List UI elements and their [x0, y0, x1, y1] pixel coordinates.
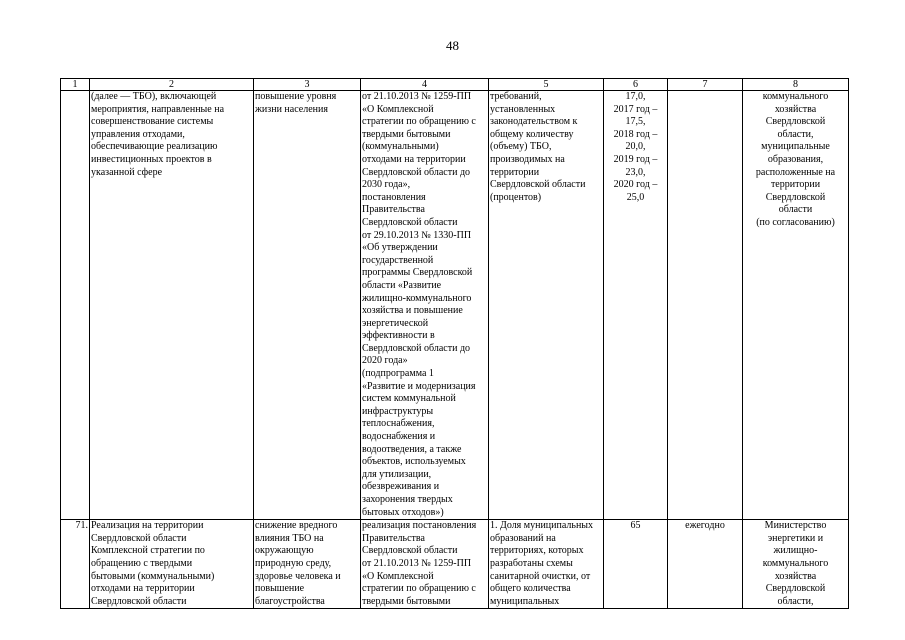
- indicator-cell: требований, установленных законодательством к общему количеству (объему) ТБО, производимых на территории Свердловской области (процентов): [489, 91, 604, 520]
- header-cell: 8: [743, 79, 849, 91]
- header-cell: 5: [489, 79, 604, 91]
- value-cell: 17,0, 2017 год – 17,5, 2018 год – 20,0, 2019 год – 23,0, 2020 год – 25,0: [604, 91, 668, 520]
- executor-cell: коммунального хозяйства Свердловской области, муниципальные образования, расположенные на территории Свердловской области (по согласованию): [743, 91, 849, 520]
- header-cell: 6: [604, 79, 668, 91]
- page-number: 48: [446, 38, 459, 53]
- value-cell: 65: [604, 520, 668, 609]
- goal-cell: повышение уровня жизни населения: [254, 91, 361, 520]
- executor-cell: Министерство энергетики и жилищно- коммунального хозяйства Свердловской области,: [743, 520, 849, 609]
- header-cell: 1: [61, 79, 90, 91]
- table-header-row: [61, 79, 849, 91]
- table-row: [61, 520, 849, 609]
- basis-cell: от 21.10.2013 № 1259-ПП «О Комплексной стратегии по обращению с твердыми бытовыми (коммунальными) отходами на территории Свердловской области до 2030 года», постановления Правительства Свердловской области от 29.10.2013 № 1330-ПП «Об утверждении государственной программы Свердловской области «Развитие жилищно-коммунального хозяйства и повышение энергетической эффективности в Свердловской области до 2020 года» (подпрограмма 1 «Развитие и модернизация систем коммунальной инфраструктуры теплоснабжения, водоснабжения и водоотведения, а также объектов, используемых для утилизации, обезвреживания и захоронения твердых бытовых отходов»): [361, 91, 489, 520]
- row-number-cell: 71.: [61, 520, 90, 609]
- indicator-cell: 1. Доля муниципальных образований на территориях, которых разработаны схемы санитарной очистки, от общего количества муниципальных: [489, 520, 604, 609]
- document-table: [60, 78, 849, 609]
- basis-cell: реализация постановления Правительства Свердловской области от 21.10.2013 № 1259-ПП «О Комплексной стратегии по обращению с твердыми бытовыми: [361, 520, 489, 609]
- measure-name-cell: Реализация на территории Свердловской области Комплексной стратегии по обращению с твердыми бытовыми (коммунальными) отходами на территории Свердловской области: [90, 520, 254, 609]
- row-number-cell: [61, 91, 90, 520]
- measure-name-cell: (далее — ТБО), включающей мероприятия, направленные на совершенствование системы управления отходами, обеспечивающие реализацию инвестиционных проектов в указанной сфере: [90, 91, 254, 520]
- header-cell: 3: [254, 79, 361, 91]
- header-cell: 7: [668, 79, 743, 91]
- goal-cell: снижение вредного влияния ТБО на окружающую природную среду, здоровье человека и повышение благоустройства: [254, 520, 361, 609]
- header-cell: 4: [361, 79, 489, 91]
- header-cell: 2: [90, 79, 254, 91]
- term-cell: [668, 91, 743, 520]
- table-row: [61, 91, 849, 520]
- term-cell: ежегодно: [668, 520, 743, 609]
